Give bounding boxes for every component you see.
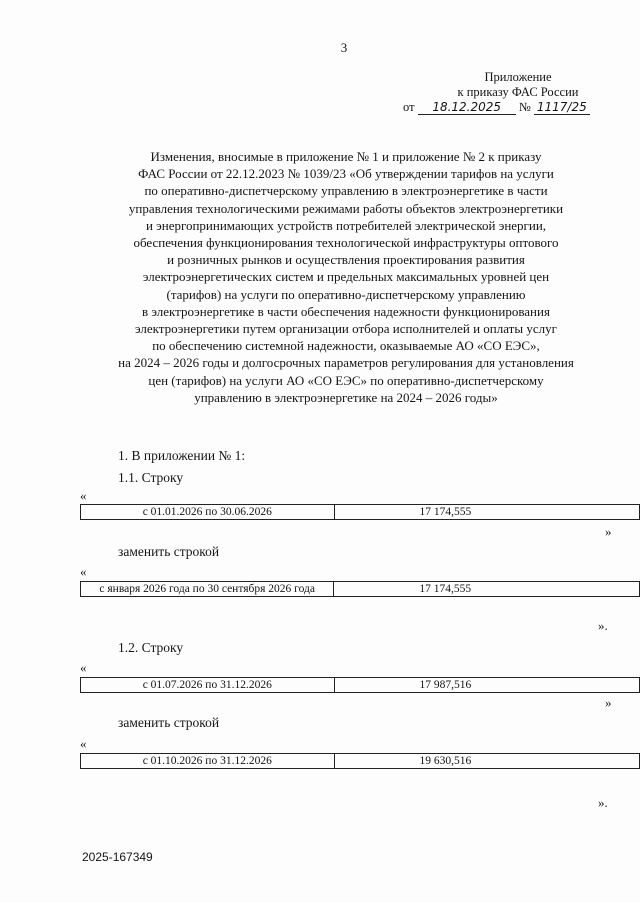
close-quote-period: ». xyxy=(598,795,608,810)
title-line: по обеспечению системной надежности, оказываемые АО «СО ЕЭС», xyxy=(152,338,540,354)
period-cell: с января 2026 года по 30 сентября 2026 года xyxy=(81,582,334,597)
title-line: электроэнергетики путем организации отбора исполнителей и оплаты услуг xyxy=(135,321,557,337)
title-line: Изменения, вносимые в приложение № 1 и приложение № 2 к приказу xyxy=(150,149,542,164)
title-line: и энергопринимающих устройств потребителей электрической энергии, xyxy=(145,217,547,233)
appendix-order-ref: к приказу ФАС России xyxy=(457,85,579,99)
order-date-number-line xyxy=(403,100,590,115)
title-line: электроэнергетических систем и предельных максимальных уровней цен xyxy=(142,269,550,285)
close-quote-period: ». xyxy=(598,618,608,633)
title-line: в электроэнергетике в части обеспечения надежности функционирования xyxy=(142,303,550,319)
table-row-2-old xyxy=(80,677,640,693)
title-line: управления технологическими режимами работы объектов электроэнергетики xyxy=(128,200,564,216)
replace-label: заменить строкой xyxy=(118,715,220,730)
from-label: от xyxy=(403,100,415,114)
title-line: (тарифов) на услуги по оперативно-диспетчерскому управлению xyxy=(166,286,526,302)
item-1-1-label: 1.1. Строку xyxy=(118,470,184,485)
title-line: по оперативно-диспетчерскому управлению в электроэнергетике в части xyxy=(144,183,548,199)
period-cell: с 01.07.2026 по 31.12.2026 xyxy=(81,678,335,693)
value-cell: 19 630,516 xyxy=(334,754,639,769)
table-row-1-old xyxy=(80,504,640,520)
title-line: обеспечения функционирования технологической инфраструктуры оптового xyxy=(133,235,559,251)
title-line: цен (тарифов) на услуги АО «СО ЕЭС» по оперативно-диспетчерскому xyxy=(148,372,544,388)
section-1-heading: 1. В приложении № 1: xyxy=(118,448,246,463)
open-quote: « xyxy=(80,736,87,751)
appendix-header xyxy=(420,70,616,100)
open-quote: « xyxy=(80,564,87,579)
appendix-label: Приложение xyxy=(484,70,552,84)
table-row-1-new xyxy=(80,581,640,597)
order-date: 18.12.2025 xyxy=(418,100,516,115)
title-line: и розничных рынков и осуществления проектирования развития xyxy=(167,252,525,268)
title-line: ФАС России от 22.12.2023 № 1039/23 «Об утверждении тарифов на услуги xyxy=(138,166,554,182)
title-line: управлению в электроэнергетике на 2024 – 2026 годы» xyxy=(194,389,498,405)
open-quote: « xyxy=(80,660,87,675)
value-cell: 17 987,516 xyxy=(334,678,639,693)
value-cell: 17 174,555 xyxy=(334,582,640,597)
order-number: 1117/25 xyxy=(534,100,590,115)
open-quote: « xyxy=(80,488,87,503)
document-title xyxy=(60,148,632,406)
number-sign: № xyxy=(518,100,531,114)
period-cell: с 01.01.2026 по 30.06.2026 xyxy=(81,505,335,520)
table-row-2-new xyxy=(80,753,640,769)
replace-label: заменить строкой xyxy=(118,544,220,559)
close-quote: » xyxy=(605,695,612,710)
page-number: 3 xyxy=(340,40,348,55)
period-cell: с 01.10.2026 по 31.12.2026 xyxy=(81,754,335,769)
value-cell: 17 174,555 xyxy=(334,505,639,520)
item-1-2-label: 1.2. Строку xyxy=(118,640,184,655)
close-quote: » xyxy=(605,524,612,539)
registration-number: 2025-167349 xyxy=(82,850,153,864)
title-line: на 2024 – 2026 годы и долгосрочных параметров регулирования для установления xyxy=(118,355,574,371)
